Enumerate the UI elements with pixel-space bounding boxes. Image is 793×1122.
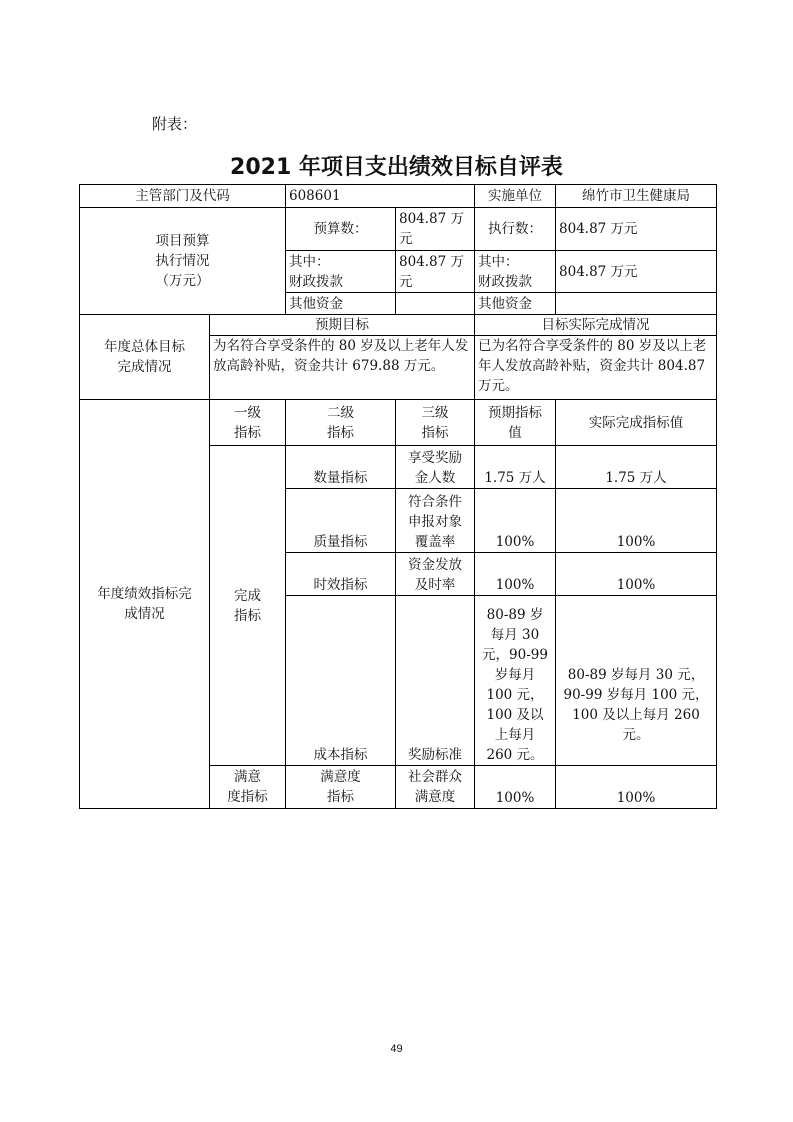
other-exec-label: 其他资金 [475, 293, 556, 315]
quantity-indicator: 数量指标 [286, 446, 396, 489]
fiscal-exec-label: 其中： 财政拨款 [475, 251, 556, 293]
satisfaction-level3: 社会群众 满意度 [396, 766, 475, 809]
timeliness-actual: 100% [556, 553, 717, 596]
fiscal-budget-label: 其中： 财政拨款 [286, 251, 396, 293]
cost-actual: 80-89 岁每月 30 元， 90-99 岁每月 100 元， 100 及以上每月 260 元。 [556, 596, 717, 766]
timeliness-indicator: 时效指标 [286, 553, 396, 596]
budget-amount-value: 804.87 万元 [396, 208, 475, 251]
table-row [80, 185, 717, 208]
page-title: 2021 年项目支出绩效目标自评表 [230, 155, 563, 180]
satisfaction-expected: 100% [475, 766, 556, 809]
actual-goal-text: 已为名符合享受条件的 80 岁及以上老年人发放高龄补贴，资金共计 804.87 万元。 [475, 336, 717, 400]
indicators-label: 年度绩效指标完 成情况 [80, 400, 210, 809]
satisfaction-actual: 100% [556, 766, 717, 809]
satisfaction-level1: 满意 度指标 [210, 766, 286, 809]
appendix-label: 附表： [152, 115, 198, 133]
cost-indicator: 成本指标 [286, 596, 396, 766]
overall-goal-label: 年度总体目标 完成情况 [80, 315, 210, 400]
cost-expected: 80-89 岁 每月 30 元，90-99 岁每月 100 元， 100 及以 上每月 260 元。 [475, 596, 556, 766]
cost-subindicator: 奖励标准 [396, 596, 475, 766]
impl-unit-label: 实施单位 [475, 185, 556, 208]
table-row [80, 208, 717, 251]
timeliness-expected: 100% [475, 553, 556, 596]
impl-unit: 绵竹市卫生健康局 [556, 185, 717, 208]
expected-value-header: 预期指标 值 [475, 400, 556, 446]
other-budget-label: 其他资金 [286, 293, 396, 315]
level1-header: 一级 指标 [210, 400, 286, 446]
other-exec-value [556, 293, 717, 315]
quantity-subindicator: 享受奖励 金人数 [396, 446, 475, 489]
evaluation-table [79, 184, 717, 809]
exec-amount-value: 804.87 万元 [556, 208, 717, 251]
level3-header: 三级 指标 [396, 400, 475, 446]
level2-header: 二级 指标 [286, 400, 396, 446]
exec-amount-label: 执行数： [475, 208, 556, 251]
fiscal-budget-value: 804.87 万元 [396, 251, 475, 293]
page-number: 49 [390, 1043, 403, 1055]
timeliness-subindicator: 资金发放 及时率 [396, 553, 475, 596]
dept-label: 主管部门及代码 [80, 185, 286, 208]
actual-goal-header: 目标实际完成情况 [475, 315, 717, 336]
expected-goal-text: 为名符合享受条件的 80 岁及以上老年人发放高龄补贴，资金共计 679.88 万元。 [210, 336, 475, 400]
budget-label: 项目预算 执行情况 （万元） [80, 208, 286, 315]
quality-actual: 100% [556, 489, 717, 553]
quantity-expected: 1.75 万人 [475, 446, 556, 489]
quality-expected: 100% [475, 489, 556, 553]
expected-goal-header: 预期目标 [210, 315, 475, 336]
table-row [80, 315, 717, 336]
satisfaction-level2: 满意度 指标 [286, 766, 396, 809]
table-row [80, 400, 717, 446]
other-budget-value [396, 293, 475, 315]
quality-subindicator: 符合条件 申报对象 覆盖率 [396, 489, 475, 553]
completion-indicator-label: 完成 指标 [210, 446, 286, 766]
dept-code: 608601 [286, 185, 475, 208]
quality-indicator: 质量指标 [286, 489, 396, 553]
actual-value-header: 实际完成指标值 [556, 400, 717, 446]
budget-amount-label: 预算数： [286, 208, 396, 251]
quantity-actual: 1.75 万人 [556, 446, 717, 489]
fiscal-exec-value: 804.87 万元 [556, 251, 717, 293]
